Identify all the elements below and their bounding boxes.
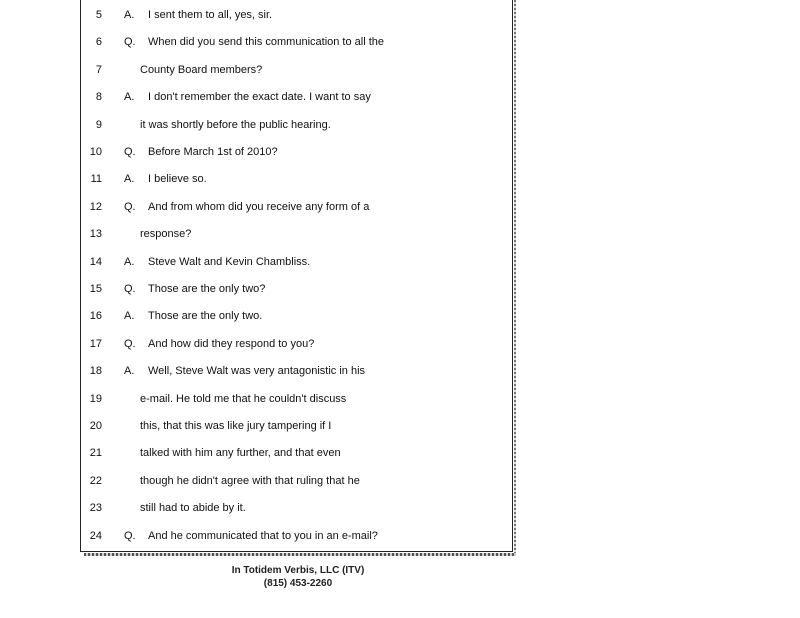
line-number: 18 (89, 365, 102, 378)
line-number: 24 (89, 529, 102, 542)
speaker-marker: Q. (124, 337, 136, 350)
transcript-line (80, 32, 513, 52)
line-text: I sent them to all, yes, sir. (148, 9, 273, 21)
line-number: 6 (95, 36, 102, 49)
line-number: 22 (89, 474, 102, 487)
speaker-marker: A. (124, 9, 135, 21)
transcript-line (80, 306, 513, 326)
line-number: 16 (89, 310, 102, 323)
line-number: 15 (89, 283, 102, 295)
line-text: When did you send this communication to all the (148, 36, 385, 49)
transcript-line (80, 252, 513, 272)
transcript-line (80, 416, 513, 436)
line-number: 8 (95, 91, 102, 104)
line-number: 7 (95, 63, 102, 76)
line-number: 5 (95, 9, 102, 21)
line-text: Well, Steve Walt was very antagonistic in his (148, 365, 366, 378)
line-text: talked with him any further, and that even (140, 447, 341, 460)
speaker-marker: A. (124, 310, 135, 323)
speaker-marker: A. (124, 255, 135, 268)
line-number: 21 (89, 447, 102, 460)
line-text: Steve Walt and Kevin Chambliss. (148, 255, 311, 268)
transcript-line (80, 142, 513, 162)
line-text: County Board members? (140, 63, 263, 76)
page-right-edge (514, 0, 516, 556)
transcript-line (80, 526, 513, 546)
transcript-line (80, 197, 513, 217)
line-text: Those are the only two. (148, 310, 263, 323)
transcript-line (80, 443, 513, 463)
transcript-line (80, 361, 513, 381)
line-number: 11 (90, 173, 102, 186)
transcript-line (80, 87, 513, 107)
speaker-marker: Q. (124, 529, 136, 542)
line-number: 19 (89, 392, 102, 405)
transcript-line (80, 389, 513, 409)
transcript-line (80, 5, 513, 25)
transcript-line (80, 224, 513, 244)
line-text: Before March 1st of 2010? (148, 146, 278, 158)
speaker-marker: Q. (124, 200, 136, 213)
line-number: 17 (89, 337, 102, 350)
line-number: 23 (89, 502, 102, 515)
line-text: it was shortly before the public hearing. (140, 118, 331, 131)
line-number: 10 (89, 146, 102, 158)
line-text: e-mail. He told me that he couldn't discuss (140, 392, 347, 405)
speaker-marker: Q. (124, 283, 136, 295)
transcript-line (80, 334, 513, 354)
speaker-marker: Q. (124, 146, 136, 158)
footer-phone: (815) 453-2260 (263, 578, 333, 589)
transcript-line (80, 471, 513, 491)
transcript-line (80, 498, 513, 518)
line-text: And he communicated that to you in an e-mail? (148, 529, 378, 542)
transcript-line (80, 60, 513, 80)
line-number: 9 (95, 118, 102, 131)
line-text: though he didn't agree with that ruling that he (140, 474, 360, 487)
transcript-line (80, 169, 513, 189)
transcript-line (80, 279, 513, 299)
footer-company: In Totidem Verbis, LLC (ITV) (231, 565, 365, 576)
line-text: this, that this was like jury tampering if I (140, 420, 332, 432)
line-number: 20 (89, 420, 102, 432)
speaker-marker: A. (124, 365, 135, 378)
line-text: I believe so. (148, 173, 207, 186)
line-text: And from whom did you receive any form of a (148, 200, 370, 213)
line-text: still had to abide by it. (140, 502, 246, 515)
line-number: 12 (89, 200, 102, 213)
transcript-lines (80, 0, 513, 556)
line-text: response? (140, 228, 192, 241)
speaker-marker: A. (124, 91, 135, 104)
speaker-marker: A. (124, 173, 135, 186)
line-number: 14 (89, 255, 102, 268)
speaker-marker: Q. (124, 36, 136, 49)
line-number: 13 (89, 228, 102, 241)
transcript-line (80, 115, 513, 135)
line-text: I don't remember the exact date. I want to say (148, 91, 371, 104)
line-text: Those are the only two? (148, 283, 266, 295)
line-text: And how did they respond to you? (148, 337, 315, 350)
